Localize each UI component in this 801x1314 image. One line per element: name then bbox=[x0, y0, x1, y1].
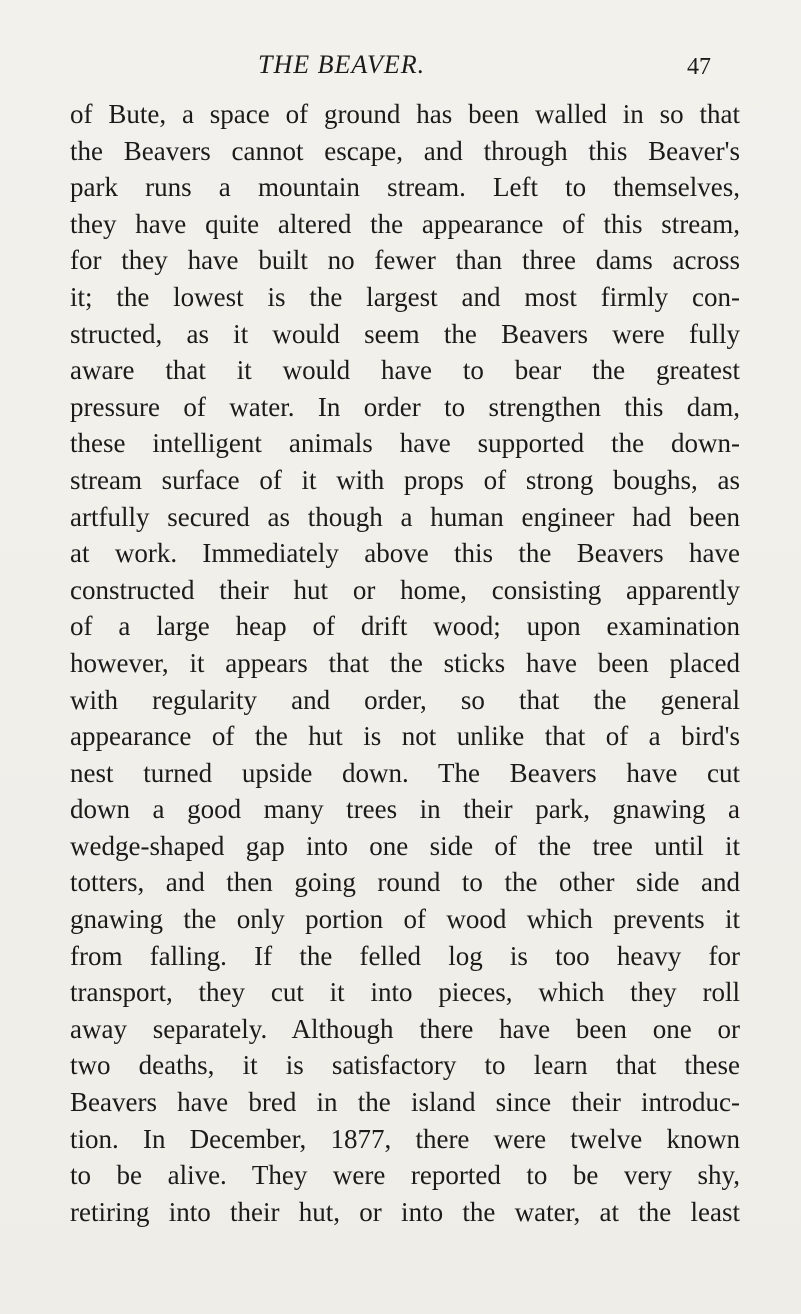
text-line: transport, they cut it into pieces, which they roll bbox=[70, 977, 740, 1008]
text-line: tion. In December, 1877, there were twelve known bbox=[70, 1123, 740, 1154]
text-line: wedge-shaped gap into one side of the tree until it bbox=[70, 830, 740, 861]
text-line: park runs a mountain stream. Left to themselves, bbox=[70, 172, 740, 203]
text-line: two deaths, it is satisfactory to learn that these bbox=[70, 1050, 740, 1081]
text-line: pressure of water. In order to strengthen this dam, bbox=[70, 391, 740, 422]
text-line: nest turned upside down. The Beavers have cut bbox=[70, 757, 740, 788]
text-line: from falling. If the felled log is too heavy for bbox=[70, 940, 740, 971]
text-line: down a good many trees in their park, gnawing a bbox=[70, 794, 740, 825]
text-line: of a large heap of drift wood; upon examination bbox=[70, 611, 740, 642]
text-line: of Bute, a space of ground has been walled in so that bbox=[70, 99, 740, 129]
text-line: aware that it would have to bear the greatest bbox=[70, 355, 740, 386]
page-number: 47 bbox=[687, 54, 711, 80]
text-line: constructed their hut or home, consisting apparently bbox=[70, 574, 740, 605]
text-line: at work. Immediately above this the Beavers have bbox=[70, 538, 740, 569]
text-line: gnawing the only portion of wood which prevents it bbox=[70, 904, 740, 935]
text-line: artfully secured as though a human engineer had been bbox=[70, 501, 740, 532]
text-line: they have quite altered the appearance of this stream, bbox=[70, 208, 740, 239]
running-header bbox=[0, 50, 801, 90]
text-line: however, it appears that the sticks have been placed bbox=[70, 647, 740, 678]
text-line: appearance of the hut is not unlike that of a bird's bbox=[70, 721, 740, 752]
text-line: retiring into their hut, or into the water, at the least bbox=[70, 1196, 740, 1227]
text-line: these intelligent animals have supported the down- bbox=[70, 428, 740, 459]
text-line: it; the lowest is the largest and most firmly con- bbox=[70, 281, 740, 312]
text-line: the Beavers cannot escape, and through this Beaver's bbox=[70, 135, 740, 166]
text-line: structed, as it would seem the Beavers were fully bbox=[70, 318, 740, 349]
body-text bbox=[70, 96, 740, 1230]
text-line: away separately. Although there have been one or bbox=[70, 1013, 740, 1044]
text-line: Beavers have bred in the island since their introduc- bbox=[70, 1087, 740, 1118]
text-line: for they have built no fewer than three dams across bbox=[70, 245, 740, 276]
text-line: stream surface of it with props of strong boughs, as bbox=[70, 464, 740, 495]
text-line: to be alive. They were reported to be very shy, bbox=[70, 1160, 740, 1191]
text-line: with regularity and order, so that the general bbox=[70, 684, 740, 715]
running-title: THE BEAVER. bbox=[258, 50, 426, 79]
text-line: totters, and then going round to the other side and bbox=[70, 867, 740, 898]
